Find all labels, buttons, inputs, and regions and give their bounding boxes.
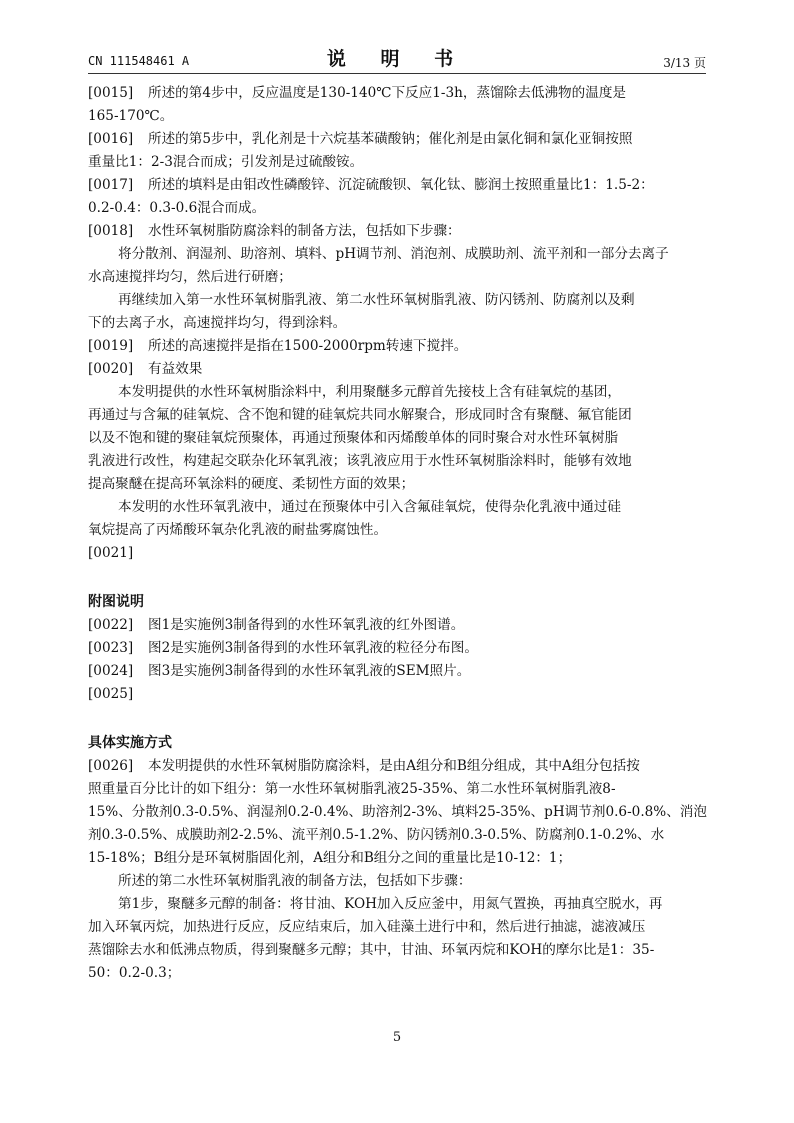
text-line <box>88 450 708 473</box>
text-line <box>88 220 708 243</box>
line-text: 15%、分散剂0.3-0.5%、润湿剂0.2-0.4%、助溶剂2-3%、填料25-35%、pH调节剂0.6-0.8%、消泡 <box>88 804 707 820</box>
text-line <box>88 197 708 220</box>
text-line <box>88 243 708 266</box>
text-line <box>88 105 708 128</box>
text-line <box>88 266 708 289</box>
paragraph <box>88 496 708 542</box>
paragraph <box>88 637 708 660</box>
text-line <box>88 801 708 824</box>
text-line <box>88 939 708 962</box>
section-gap <box>88 565 708 577</box>
line-text: 第1步，聚醚多元醇的制备：将甘油、KOH加入反应釜中，用氮气置换，再抽真空脱水，再 <box>118 896 663 912</box>
paragraph-number: [0020] <box>88 361 134 377</box>
text-line <box>88 289 708 312</box>
line-text: 提高聚醚在提高环氧涂料的硬度、柔韧性方面的效果； <box>88 476 415 492</box>
line-text: 再通过与含氟的硅氧烷、含不饱和键的硅氧烷共同水解聚合，形成同时含有聚醚、氟官能团 <box>88 407 632 423</box>
text-line <box>88 151 708 174</box>
line-text: 所述的高速搅拌是指在1500-2000rpm转速下搅拌。 <box>148 338 468 354</box>
page-header <box>88 44 706 72</box>
line-text: 加入环氧丙烷，加热进行反应，反应结束后，加入硅藻土进行中和，然后进行抽滤，滤液减压 <box>88 919 646 935</box>
paragraph-number: [0015] <box>88 85 134 101</box>
paragraph <box>88 660 708 683</box>
text-line <box>88 427 708 450</box>
paragraph <box>88 220 708 243</box>
paragraph <box>88 335 708 358</box>
text-line <box>88 660 708 683</box>
text-line <box>88 335 708 358</box>
text-line <box>88 82 708 105</box>
paragraph-number: [0026] <box>88 758 134 774</box>
text-line <box>88 893 708 916</box>
text-line <box>88 312 708 335</box>
paragraph-number: [0023] <box>88 640 134 656</box>
line-text: 下的去离子水，高速搅拌均匀，得到涂料。 <box>88 315 347 331</box>
text-line <box>88 637 708 660</box>
line-text: 重量比1：2-3混合而成；引发剂是过硫酸铵。 <box>88 154 364 170</box>
paragraph <box>88 893 708 985</box>
page-indicator: 3/13 页 <box>663 56 706 70</box>
paragraph <box>88 358 708 381</box>
line-text: 乳液进行改性，构建起交联杂化环氧乳液；该乳液应用于水性环氧树脂涂料时，能够有效地 <box>88 453 632 469</box>
paragraph-number: [0024] <box>88 663 134 679</box>
paragraph <box>88 82 708 128</box>
line-text: 本发明提供的水性环氧树脂涂料中，利用聚醚多元醇首先接枝上含有硅氧烷的基团， <box>118 384 621 400</box>
header-rule <box>88 73 706 74</box>
document-title: 说 明 书 <box>326 48 468 70</box>
paragraph <box>88 683 708 706</box>
paragraph-number: [0016] <box>88 131 134 147</box>
line-text: 将分散剂、润湿剂、助溶剂、填料、pH调节剂、消泡剂、成膜助剂、流平剂和一部分去离子 <box>118 246 669 262</box>
line-text: 再继续加入第一水性环氧树脂乳液、第二水性环氧树脂乳液、防闪锈剂、防腐剂以及剩 <box>118 292 635 308</box>
line-text: 水性环氧树脂防腐涂料的制备方法，包括如下步骤： <box>148 223 461 239</box>
line-text: 以及不饱和键的聚硅氧烷预聚体，再通过预聚体和丙烯酸单体的同时聚合对水性环氧树脂 <box>88 430 619 446</box>
line-text: 165-170℃。 <box>88 108 174 124</box>
text-line <box>88 542 708 565</box>
text-line <box>88 870 708 893</box>
line-text: 有益效果 <box>148 361 203 377</box>
line-text: 所述的第二水性环氧树脂乳液的制备方法，包括如下步骤： <box>118 873 472 889</box>
text-line <box>88 778 708 801</box>
line-text: 图2是实施例3制备得到的水性环氧乳液的粒径分布图。 <box>148 640 478 656</box>
paragraph-number: [0021] <box>88 545 134 561</box>
text-line <box>88 916 708 939</box>
paragraph <box>88 243 708 289</box>
text-line <box>88 614 708 637</box>
line-text: 蒸馏除去水和低沸点物质，得到聚醚多元醇；其中，甘油、环氧丙烷和KOH的摩尔比是1：35- <box>88 942 655 958</box>
paragraph <box>88 614 708 637</box>
text-line <box>88 847 708 870</box>
line-text: 本发明的水性环氧乳液中，通过在预聚体中引入含氟硅氧烷，使得杂化乳液中通过硅 <box>118 499 621 515</box>
paragraph-number: [0022] <box>88 617 134 633</box>
paragraph <box>88 755 708 870</box>
line-text: 所述的第4步中，反应温度是130-140℃下反应1-3h，蒸馏除去低沸物的温度是 <box>148 85 627 101</box>
paragraph <box>88 542 708 565</box>
text-line <box>88 962 708 985</box>
line-text: 照重量百分比计的如下组分：第一水性环氧树脂乳液25-35%、第二水性环氧树脂乳液8- <box>88 781 616 797</box>
line-text: 水高速搅拌均匀，然后进行研磨； <box>88 269 292 285</box>
text-line <box>88 496 708 519</box>
text-line <box>88 473 708 496</box>
text-line <box>88 358 708 381</box>
paragraph <box>88 289 708 335</box>
page-number: 5 <box>392 1030 402 1045</box>
line-text: 图1是实施例3制备得到的水性环氧乳液的红外图谱。 <box>148 617 465 633</box>
paragraph <box>88 128 708 174</box>
text-line <box>88 755 708 778</box>
text-line <box>88 128 708 151</box>
text-line <box>88 519 708 542</box>
line-text: 剂0.3-0.5%、成膜助剂2-2.5%、流平剂0.5-1.2%、防闪锈剂0.3-0.5%、防腐剂0.1-0.2%、水 <box>88 827 665 843</box>
paragraph <box>88 870 708 893</box>
section-gap <box>88 706 708 718</box>
paragraph <box>88 381 708 496</box>
line-text: 氧烷提高了丙烯酸环氧杂化乳液的耐盐雾腐蚀性。 <box>88 522 388 538</box>
line-text: 所述的第5步中，乳化剂是十六烷基苯磺酸钠；催化剂是由氯化铜和氯化亚铜按照 <box>148 131 633 147</box>
text-line <box>88 824 708 847</box>
text-line <box>88 404 708 427</box>
paragraph-number: [0025] <box>88 686 134 702</box>
section-heading: 附图说明 <box>88 594 144 610</box>
line-text: 图3是实施例3制备得到的水性环氧乳液的SEM照片。 <box>148 663 471 679</box>
patent-number: CN 111548461 A <box>88 54 190 68</box>
paragraph-number: [0017] <box>88 177 134 193</box>
line-text: 所述的填料是由钼改性磷酸锌、沉淀硫酸钡、氧化钛、膨润土按照重量比1：1.5-2： <box>148 177 654 193</box>
line-text: 15-18%；B组分是环氧树脂固化剂，A组分和B组分之间的重量比是10-12：1； <box>88 850 572 866</box>
text-line <box>88 381 708 404</box>
section-heading: 具体实施方式 <box>88 735 172 751</box>
text-line <box>88 174 708 197</box>
line-text: 50：0.2-0.3； <box>88 965 181 981</box>
paragraph <box>88 174 708 220</box>
text-line <box>88 683 708 706</box>
paragraph-number: [0018] <box>88 223 134 239</box>
line-text: 本发明提供的水性环氧树脂防腐涂料，是由A组分和B组分组成，其中A组分包括按 <box>148 758 640 774</box>
line-text: 0.2-0.4：0.3-0.6混合而成。 <box>88 200 266 216</box>
document-body <box>88 82 708 985</box>
paragraph-number: [0019] <box>88 338 134 354</box>
